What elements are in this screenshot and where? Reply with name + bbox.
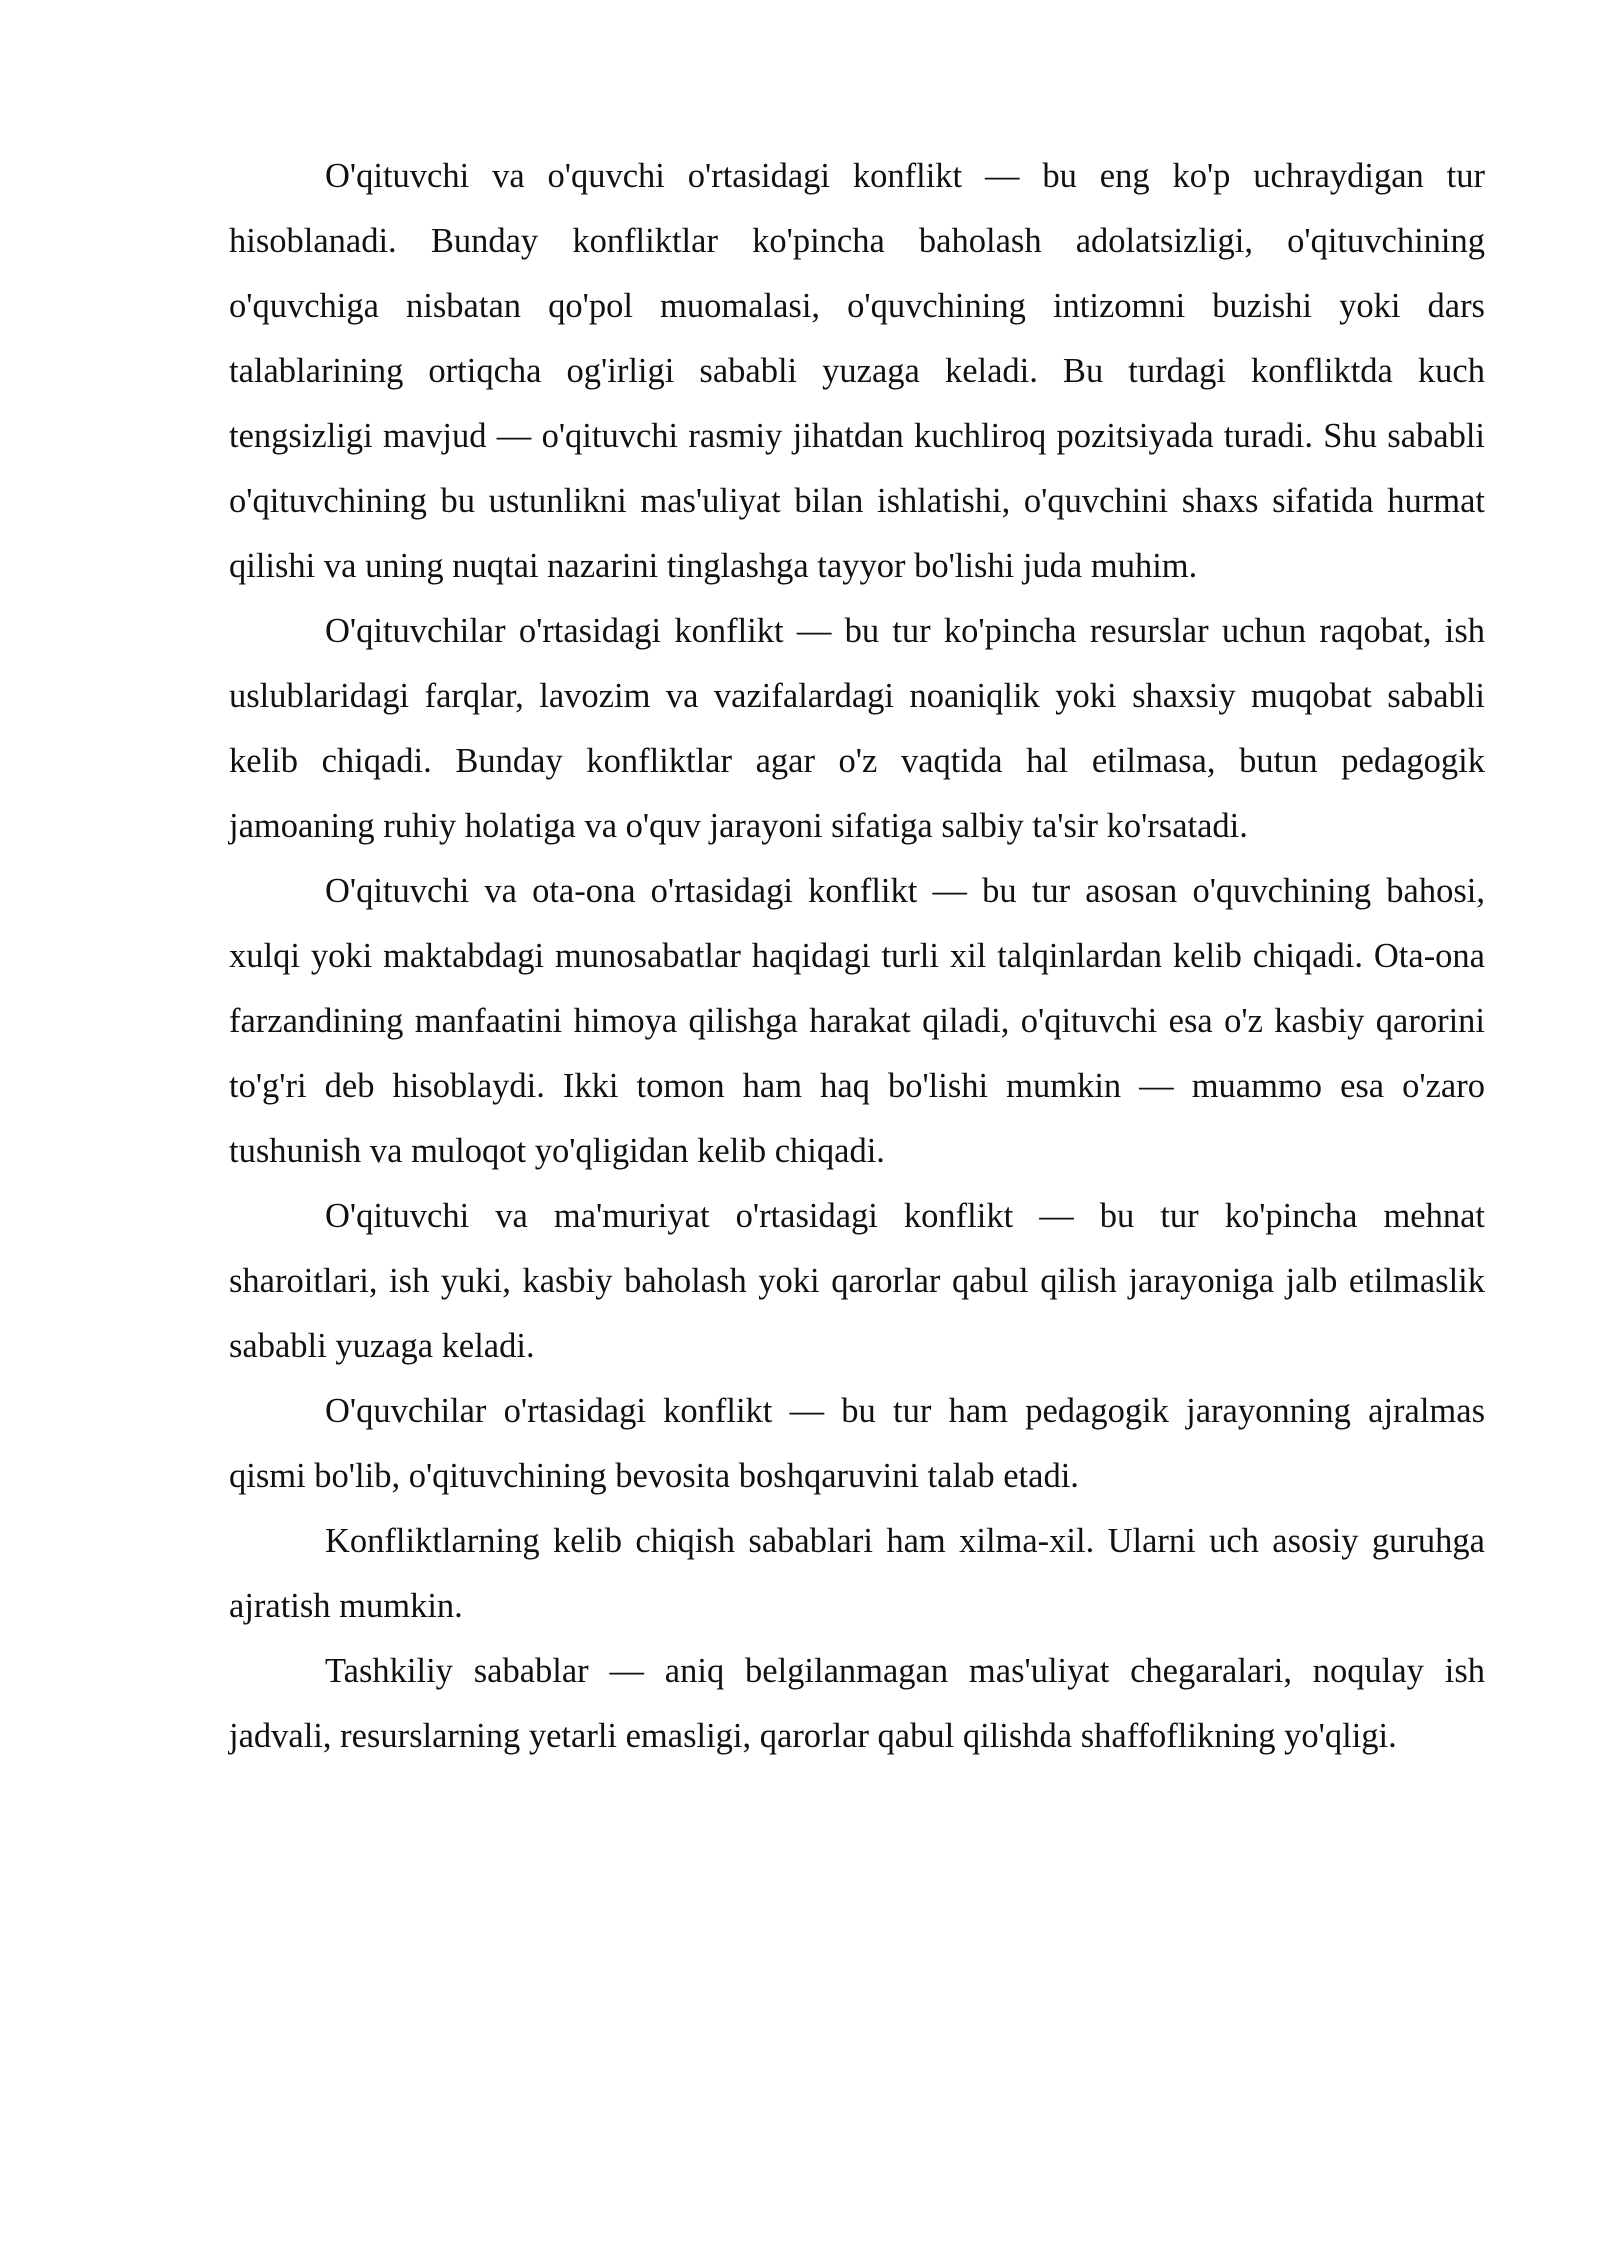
paragraph-conflict-causes: Konfliktlarning kelib chiqish sabablari ham xilma-xil. Ularni uch asosiy guruhga ajratish mumkin.: [229, 1522, 1485, 1625]
paragraph-students-conflict: O'quvchilar o'rtasidagi konflikt — bu tur ham pedagogik jarayonning ajralmas qismi bo'lib, o'qituvchining bevosita boshqaruvini talab etadi.: [229, 1392, 1485, 1495]
paragraph-teachers-conflict: O'qituvchilar o'rtasidagi konflikt — bu tur ko'pincha resurslar uchun raqobat, ish uslublaridagi farqlar, lavozim va vazifalardagi noaniqlik yoki shaxsiy muqobat sababli kelib chiqadi. Bunday konfliktlar agar o'z vaqtida hal etilmasa, butun pedagogik jamoaning ruhiy holatiga va o'quv jarayoni sifatiga salbiy ta'sir ko'rsatadi.: [229, 612, 1485, 845]
paragraph-teacher-administration-conflict: O'qituvchi va ma'muriyat o'rtasidagi konflikt — bu tur ko'pincha mehnat sharoitlari, ish yuki, kasbiy baholash yoki qarorlar qabul qilish jarayoniga jalb etilmaslik sababli yuzaga keladi.: [229, 1197, 1485, 1365]
document-body: [229, 144, 1485, 1769]
paragraph-organizational-causes: Tashkiliy sabablar — aniq belgilanmagan mas'uliyat chegaralari, noqulay ish jadvali, resurslarning yetarli emasligi, qarorlar qabul qilishda shaffoflikning yo'qligi.: [229, 1652, 1485, 1755]
paragraph-teacher-parent-conflict: O'qituvchi va ota-ona o'rtasidagi konflikt — bu tur asosan o'quvchining bahosi, xulqi yoki maktabdagi munosabatlar haqidagi turli xil talqinlardan kelib chiqadi. Ota-ona farzandining manfaatini himoya qilishga harakat qiladi, o'qituvchi esa o'z kasbiy qarorini to'g'ri deb hisoblaydi. Ikki tomon ham haq bo'lishi mumkin — muammo esa o'zaro tushunish va muloqot yo'qligidan kelib chiqadi.: [229, 872, 1485, 1170]
paragraph-teacher-student-conflict: O'qituvchi va o'quvchi o'rtasidagi konflikt — bu eng ko'p uchraydigan tur hisoblanadi. Bunday konfliktlar ko'pincha baholash adolatsizligi, o'qituvchining o'quvchiga nisbatan qo'pol muomalasi, o'quvchining intizomni buzishi yoki dars talablarining ortiqcha og'irligi sababli yuzaga keladi. Bu turdagi konfliktda kuch tengsizligi mavjud — o'qituvchi rasmiy jihatdan kuchliroq pozitsiyada turadi. Shu sababli o'qituvchining bu ustunlikni mas'uliyat bilan ishlatishi, o'quvchini shaxs sifatida hurmat qilishi va uning nuqtai nazarini tinglashga tayyor bo'lishi juda muhim.: [229, 157, 1485, 585]
